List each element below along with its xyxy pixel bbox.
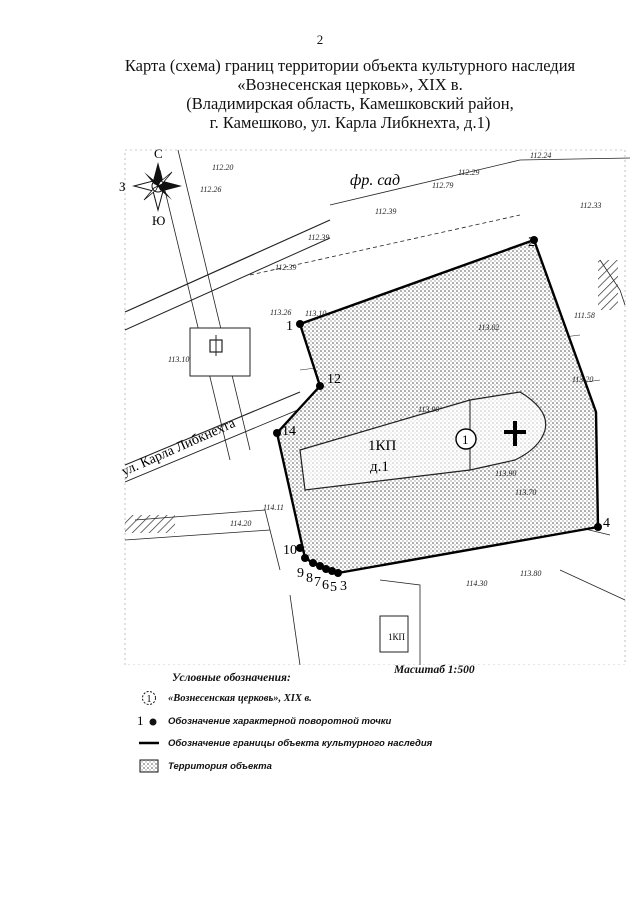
legend-item-territory bbox=[130, 758, 272, 774]
page-number: 2 bbox=[316, 32, 324, 47]
boundary-point-label: 2 bbox=[528, 235, 535, 250]
south-building-label: 1КП bbox=[388, 632, 406, 642]
elevation-mark: 113.10 bbox=[168, 355, 190, 364]
boundary-point-1 bbox=[296, 320, 304, 328]
legend-item-turning-point bbox=[130, 713, 391, 729]
boundary-point-label: 5 bbox=[330, 580, 337, 595]
left-hatch-strip bbox=[125, 515, 175, 533]
elevation-mark: 112.79 bbox=[432, 181, 454, 190]
boundary-point-label: 7 bbox=[314, 575, 321, 590]
legend-label: Обозначение границы объекта культурного наследия bbox=[168, 737, 433, 749]
compass-south-label: Ю bbox=[152, 213, 166, 228]
legend-label: «Вознесенская церковь», XIX в. bbox=[168, 692, 312, 704]
boundary-point-label: 10 bbox=[283, 543, 297, 558]
garden-label: фр. сад bbox=[350, 172, 401, 189]
boundary-point-label: 4 bbox=[603, 516, 610, 531]
elevation-mark: 112.29 bbox=[458, 168, 480, 177]
elevation-mark: 114.30 bbox=[466, 579, 488, 588]
boundary-point-label: 8 bbox=[306, 571, 313, 586]
boundary-point-7 bbox=[316, 562, 324, 570]
compass-rose bbox=[134, 162, 182, 210]
boundary-point-label: 1 bbox=[286, 319, 293, 334]
object-number-marker bbox=[456, 429, 476, 449]
title-line-2: «Вознесенская церковь», XIX в. bbox=[237, 75, 463, 94]
svg-text:1: 1 bbox=[146, 694, 152, 705]
street-label: ул. Карла Либкнехта bbox=[119, 415, 238, 480]
svg-text:1: 1 bbox=[137, 713, 144, 728]
title-line-1: Карта (схема) границ территории объекта культурного наследия bbox=[124, 56, 576, 75]
elevation-mark: 113.20 bbox=[572, 375, 594, 384]
legend-label: Территория объекта bbox=[168, 760, 272, 772]
elevation-mark: 113.02 bbox=[478, 323, 500, 332]
cadastral-map bbox=[0, 130, 640, 665]
boundary-point-label: 14 bbox=[282, 424, 296, 439]
boundary-line-icon bbox=[130, 739, 168, 747]
boundary-point-8 bbox=[309, 559, 317, 567]
elevation-mark: 113.70 bbox=[515, 488, 537, 497]
building-type-label: 1КП bbox=[368, 438, 397, 454]
compass-west-label: З bbox=[119, 179, 126, 194]
elevation-mark: 113.26 bbox=[270, 308, 292, 317]
legend-label: Обозначение характерной поворотной точки bbox=[168, 715, 392, 727]
boundary-point-14 bbox=[273, 429, 281, 437]
boundary-point-9 bbox=[301, 554, 309, 562]
building-number-label: д.1 bbox=[370, 459, 389, 475]
document-title bbox=[60, 56, 640, 132]
elevation-mark: 113.90 bbox=[495, 469, 517, 478]
elevation-mark: 114.11 bbox=[263, 503, 284, 512]
elevation-mark: 111.58 bbox=[574, 311, 595, 320]
elevation-mark: 112.24 bbox=[530, 151, 552, 160]
elevation-mark: 112.20 bbox=[212, 163, 234, 172]
elevation-mark: 113.10 bbox=[305, 309, 327, 318]
elevation-mark: 112.33 bbox=[580, 201, 602, 210]
elevation-mark: 113.80 bbox=[520, 569, 542, 578]
legend-heading: Условные обозначения: bbox=[172, 672, 291, 684]
turning-point-icon bbox=[130, 713, 168, 729]
boundary-point-label: 3 bbox=[340, 579, 347, 594]
map-scale: Масштаб 1:500 bbox=[394, 664, 475, 676]
boundary-point-4 bbox=[594, 523, 602, 531]
boundary-point-label: 9 bbox=[297, 566, 304, 581]
elevation-mark: 112.39 bbox=[375, 207, 397, 216]
svg-text:1: 1 bbox=[462, 432, 469, 447]
object-number-icon bbox=[130, 690, 168, 706]
elevation-mark: 113.90 bbox=[418, 405, 440, 414]
boundary-point-label: 6 bbox=[322, 578, 329, 593]
boundary-point-label: 12 bbox=[327, 372, 341, 387]
legend-item-boundary bbox=[130, 735, 432, 751]
boundary-point-12 bbox=[316, 382, 324, 390]
compass-north-label: С bbox=[154, 146, 163, 161]
right-hatch-strip bbox=[598, 260, 618, 310]
elevation-mark: 114.20 bbox=[230, 519, 252, 528]
territory-hatch-icon bbox=[130, 759, 168, 773]
church-square-building bbox=[190, 328, 250, 376]
elevation-mark: 112.39 bbox=[308, 233, 330, 242]
legend-item-object bbox=[130, 690, 312, 706]
elevation-mark: 112.26 bbox=[200, 185, 222, 194]
boundary-point-10 bbox=[296, 544, 304, 552]
title-line-3: (Владимирская область, Камешковский район, bbox=[186, 94, 514, 113]
elevation-mark: 112.39 bbox=[275, 263, 297, 272]
title-line-4: г. Камешково, ул. Карла Либкнехта, д.1) bbox=[209, 113, 491, 132]
